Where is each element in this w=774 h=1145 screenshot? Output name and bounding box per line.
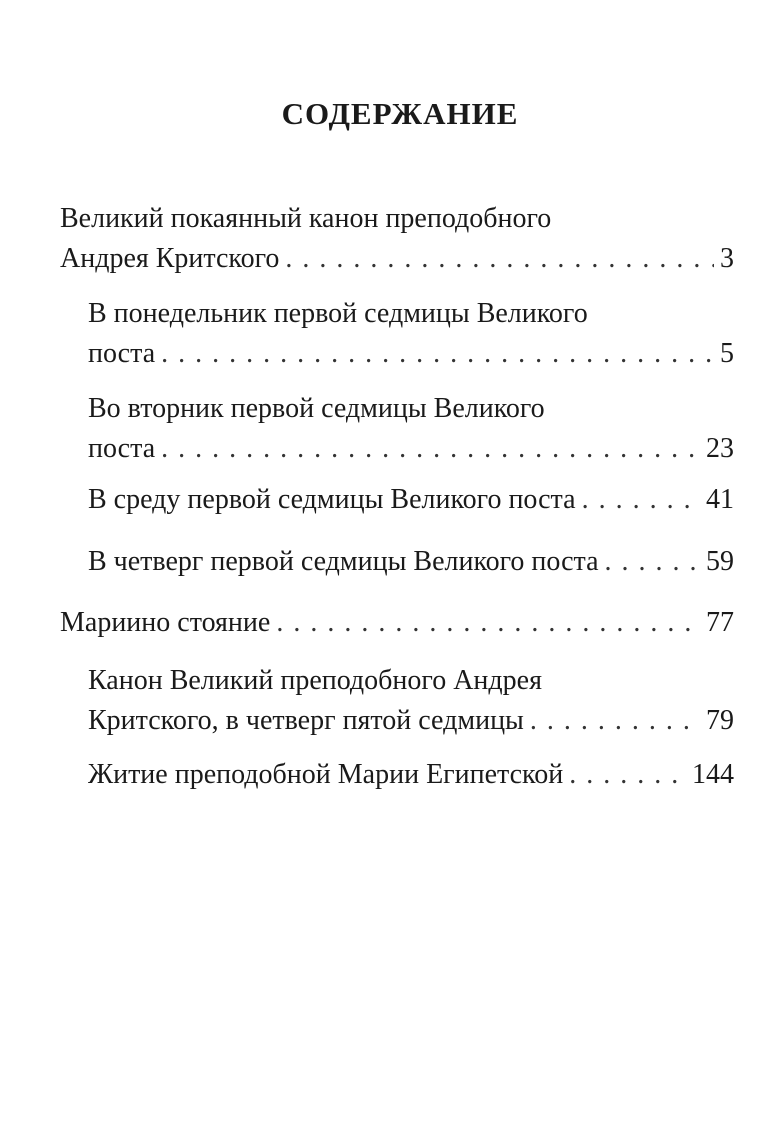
toc-entry-title: Мариино стояние (60, 607, 271, 638)
toc-entry-title-line2: поста (88, 338, 156, 369)
toc-entry (88, 661, 734, 741)
toc-entry (88, 755, 734, 795)
toc-page-number: 59 (706, 546, 734, 577)
toc-page-number: 3 (720, 243, 734, 274)
dot-leader (605, 542, 700, 582)
dot-leader (530, 701, 700, 741)
toc-entry-title-line2: поста (88, 433, 156, 464)
toc-entry-title-line1: В понедельник первой седмицы Великого (88, 298, 588, 329)
toc-page-number: 77 (706, 607, 734, 638)
toc-page-number: 23 (706, 433, 734, 464)
toc-entry-title: Житие преподобной Марии Египетской (88, 759, 564, 790)
toc-page-number: 41 (706, 484, 734, 515)
toc-entry-title-line2: Критского, в четверг пятой седмицы (88, 705, 524, 736)
toc-entry-title: В четверг первой седмицы Великого поста (88, 546, 599, 577)
toc-entry (88, 294, 734, 374)
toc-page-number: 5 (720, 338, 734, 369)
dot-leader (161, 429, 700, 469)
toc-entry-title-line2: Андрея Критского (60, 243, 280, 274)
dot-leader (582, 480, 700, 520)
dot-leader (285, 239, 714, 279)
toc-entry (88, 389, 734, 469)
dot-leader (569, 755, 686, 795)
toc-entry-title: В среду первой седмицы Великого поста (88, 484, 576, 515)
toc-page-number: 144 (692, 759, 734, 790)
toc-entry (88, 480, 734, 520)
toc-entry (88, 542, 734, 582)
toc-entry-title-line1: Канон Великий преподобного Андрея (88, 665, 542, 696)
toc-entry-title-line1: Во вторник первой седмицы Великого (88, 393, 545, 424)
dot-leader (276, 603, 700, 643)
toc-page-number: 79 (706, 705, 734, 736)
dot-leader (161, 334, 714, 374)
page-title: СОДЕРЖАНИЕ (281, 96, 519, 131)
toc-entry (60, 603, 734, 643)
toc-entry (60, 199, 734, 279)
toc-entry-title-line1: Великий покаянный канон преподобного (60, 203, 552, 234)
